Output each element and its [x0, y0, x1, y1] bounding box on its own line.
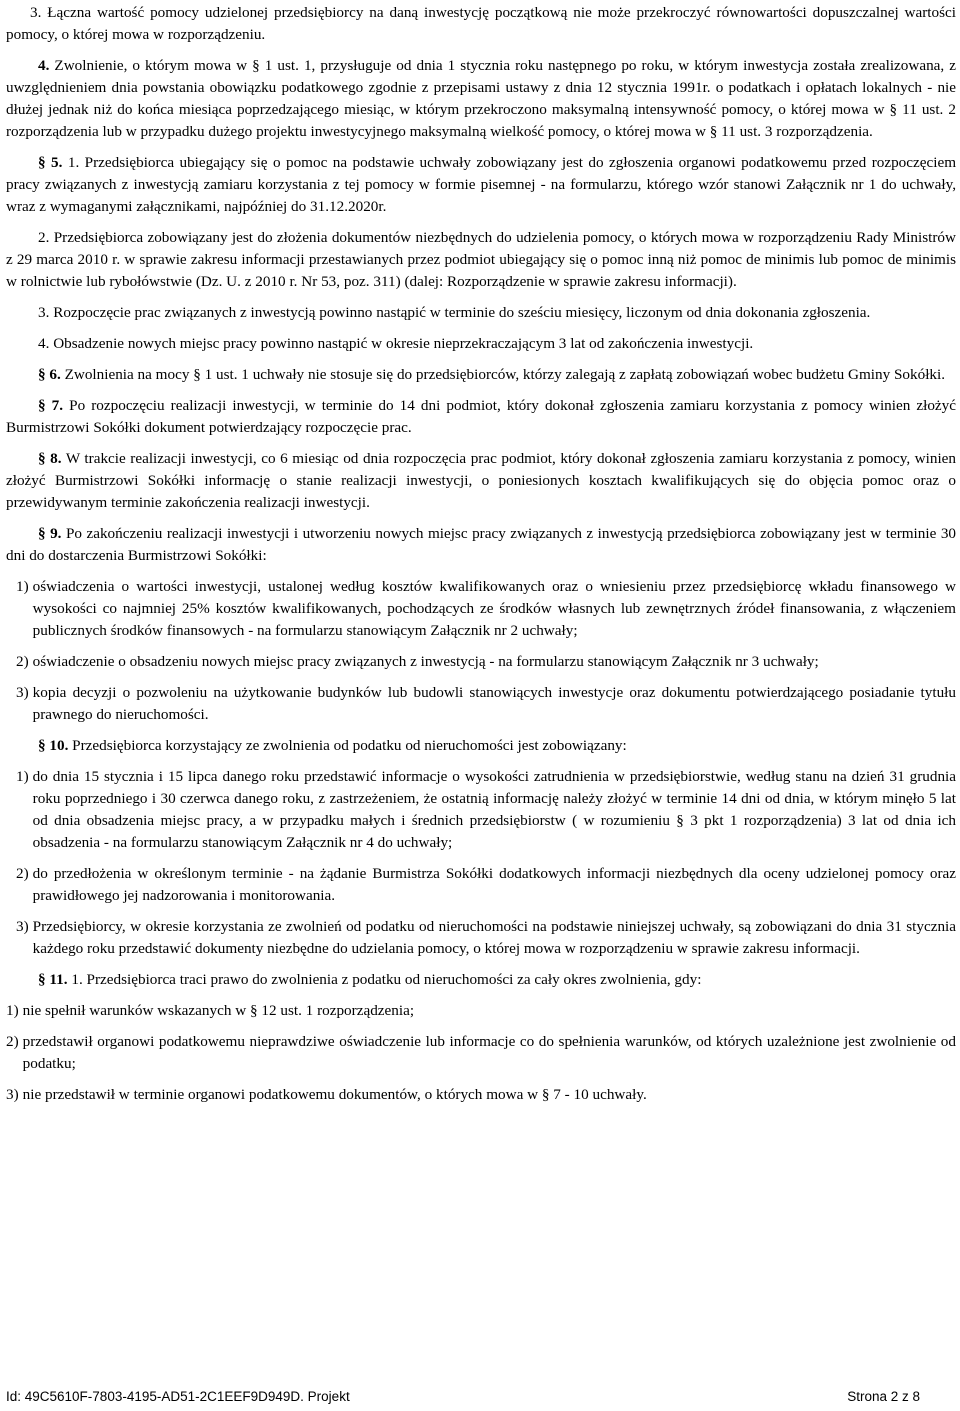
section-number: § 8.: [38, 450, 62, 467]
section-text: 1. Przedsiębiorca ubiegający się o pomoc na podstawie uchwały zobowiązany jest do zgłoszenia organowi podatkowemu przed rozpoczęciem pracy związanych z inwestycją zamiaru korzystania z tej pomocy w formie pisemnej - na formularzu, którego wzór stanowi Załącznik nr 1 do uchwały, wraz z wymaganymi załącznikami, najpóźniej do 31.12.2020r.: [6, 154, 957, 215]
section-text: Przedsiębiorca korzystający ze zwolnienia od podatku od nieruchomości jest zobowiązany:: [68, 737, 627, 754]
list-item-number: 1): [6, 1002, 19, 1019]
section-7: [6, 395, 956, 439]
list-item-number: 3): [6, 1086, 19, 1103]
section-10: [6, 735, 956, 757]
section-11: [6, 969, 956, 991]
paragraph-text: 4. Obsadzenie nowych miejsc pracy powinno nastąpić w okresie nieprzekraczającym 3 lat od zakończenia inwestycji.: [38, 335, 754, 352]
list-item-text: oświadczenia o wartości inwestycji, ustalonej według kosztów kwalifikowanych oraz o wniesieniu przez przedsiębiorcę wkładu finansowego w wysokości co najmniej 25% kosztów kwalifikowanych, pochodzących ze środków własnych lub zewnętrznych źródeł finansowania, z włączeniem publicznych środków finansowych - na formularzu stanowiącym Załącznik nr 2 uchwały;: [32, 578, 956, 639]
section-number: § 7.: [38, 397, 64, 414]
section-text: Po rozpoczęciu realizacji inwestycji, w terminie do 14 dni podmiot, który dokonał zgłoszenia zamiaru korzystania z pomocy winien złożyć Burmistrzowi Sokółki dokument potwierdzający rozpoczęcie prac.: [6, 397, 957, 436]
section-text: W trakcie realizacji inwestycji, co 6 miesiąc od dnia rozpoczęcia prac podmiot, który dokonał zgłoszenia zamiaru korzystania z pomocy, winien złożyć Burmistrzowi Sokółki informację o stanie realizacji inwestycji, o poniesionych kosztach kwalifikujących się do objęcia pomoc oraz o przewidywanym terminie zakończenia realizacji inwestycji.: [6, 450, 957, 511]
list-item-number: 2): [16, 865, 29, 882]
list-item-text: kopia decyzji o pozwoleniu na użytkowanie budynków lub budowli stanowiących inwestycje oraz dokumentu potwierdzającego posiadanie tytułu prawnego do nieruchomości.: [32, 684, 956, 723]
paragraph-text: 3. Rozpoczęcie prac związanych z inwestycją powinno nastąpić w terminie do sześciu miesięcy, liczonym od dnia dokonania zgłoszenia.: [38, 304, 871, 321]
section-5: [6, 152, 956, 218]
list-item: [6, 766, 956, 854]
list-item-text: do dnia 15 stycznia i 15 lipca danego roku przedstawić informacje o wysokości zatrudnienia w przedsiębiorstwie, według stanu na dzień 31 grudnia roku poprzedniego i 30 czerwca danego roku, z zastrzeżeniem, że ostatnią informację należy złożyć w terminie 14 dni od dnia, w którym minęło 5 lat od dnia obsadzenia miejsc pracy, a w przypadku małych i średnich przedsiębiorstw ( w rozumieniu § 3 pkt 1 rozporządzenia) 3 lat od dnia ich obsadzenia - na formularzu stanowiącym Załącznik nr 4 do uchwały;: [32, 768, 956, 851]
section-5-point-3: [6, 302, 956, 324]
list-item: [6, 576, 956, 642]
section-text: Zwolnienia na mocy § 1 ust. 1 uchwały nie stosuje się do przedsiębiorców, którzy zalegają z zapłatą zobowiązań wobec budżetu Gminy Sokółki.: [60, 366, 946, 383]
page-number: Strona 2 z 8: [847, 1389, 920, 1404]
list-item: [6, 682, 956, 726]
list-item: [6, 1031, 956, 1075]
list-item-text: przedstawił organowi podatkowemu nieprawdziwe oświadczenie lub informacje co do spełnienia warunków, od których uzależnione jest zwolnienie od podatku;: [22, 1033, 956, 1072]
section-number: § 9.: [38, 525, 62, 542]
paragraph-4: [6, 55, 956, 143]
document-page: [6, 0, 956, 1115]
section-number: § 5.: [38, 154, 63, 171]
paragraph-3: [6, 2, 956, 46]
list-item-number: 1): [16, 578, 29, 595]
paragraph-text: 3. Łączna wartość pomocy udzielonej przedsiębiorcy na daną inwestycję początkową nie może przekroczyć równowartości dopuszczalnej wartości pomocy, o której mowa w rozporządzeniu.: [6, 4, 956, 43]
list-item-text: nie przedstawił w terminie organowi podatkowemu dokumentów, o których mowa w § 7 - 10 uchwały.: [22, 1086, 647, 1103]
section-5-point-4: [6, 333, 956, 355]
list-item-number: 3): [16, 918, 29, 935]
list-item-text: nie spełnił warunków wskazanych w § 12 ust. 1 rozporządzenia;: [22, 1002, 415, 1019]
list-item: [6, 1084, 956, 1106]
list-item: [6, 916, 956, 960]
section-text: 1. Przedsiębiorca traci prawo do zwolnienia z podatku od nieruchomości za cały okres zwolnienia, gdy:: [67, 971, 702, 988]
section-number: § 10.: [38, 737, 69, 754]
section-text: Po zakończeniu realizacji inwestycji i utworzeniu nowych miejsc pracy związanych z inwestycją przedsiębiorca zobowiązany jest w terminie 30 dni do dostarczenia Burmistrzowi Sokółki:: [6, 525, 957, 564]
list-item: [6, 651, 956, 673]
list-item-text: oświadczenie o obsadzeniu nowych miejsc pracy związanych z inwestycją - na formularzu stanowiącym Załącznik nr 3 uchwały;: [32, 653, 819, 670]
section-8: [6, 448, 956, 514]
paragraph-text: Zwolnienie, o którym mowa w § 1 ust. 1, przysługuje od dnia 1 stycznia roku następnego po roku, w którym inwestycja została zrealizowana, z uwzględnieniem dnia powstania obowiązku podatkowego zgodnie z przepisami ustawy z dnia 12 stycznia 1991r. o podatkach i opłatach lokalnych - nie dłużej jednak niż do końca miesiąca poprzedzającego miesiąc, w którym przekroczono maksymalną intensywność pomocy, o której mowa w § 11 ust. 2 rozporządzenia lub w przypadku dużego projektu inwestycyjnego maksymalną wielkość pomocy, o której mowa w § 11 ust. 3 rozporządzenia.: [6, 57, 956, 140]
page-footer: [6, 1386, 920, 1408]
document-id: Id: 49C5610F-7803-4195-AD51-2C1EEF9D949D. Projekt: [6, 1389, 350, 1404]
paragraph-text: 2. Przedsiębiorca zobowiązany jest do złożenia dokumentów niezbędnych do udzielenia pomocy, o których mowa w rozporządzeniu Rady Ministrów z 29 marca 2010 r. w sprawie zakresu informacji przestawianych przez podmiot ubiegający się o pomoc inną niż pomoc de minimis lub pomoc de minimis w rolnictwie lub rybołówstwie (Dz. U. z 2010 r. Nr 53, poz. 311) (dalej: Rozporządzenie w sprawie zakresu informacji).: [6, 229, 956, 290]
section-9: [6, 523, 956, 567]
section-6: [6, 364, 956, 386]
list-item-number: 1): [16, 768, 29, 785]
section-number: § 6.: [38, 366, 61, 383]
section-number: § 11.: [38, 971, 68, 988]
list-item-number: 2): [16, 653, 29, 670]
list-item-text: do przedłożenia w określonym terminie - na żądanie Burmistrza Sokółki dodatkowych informacji niezbędnych dla oceny udzielonej pomocy oraz prawidłowego jej nadzorowania i monitorowania.: [32, 865, 956, 904]
list-item: [6, 1000, 956, 1022]
list-item-text: Przedsiębiorcy, w okresie korzystania ze zwolnień od podatku od nieruchomości na podstawie niniejszej uchwały, są zobowiązani do dnia 31 stycznia każdego roku przedstawić dokumenty niezbędne do udzielania pomocy, o której mowa w rozporządzeniu w sprawie zakresu informacji.: [32, 918, 956, 957]
list-item-number: 2): [6, 1033, 19, 1050]
list-item-number: 3): [16, 684, 29, 701]
paragraph-number: 4.: [38, 57, 50, 74]
list-item: [6, 863, 956, 907]
section-5-point-2: [6, 227, 956, 293]
